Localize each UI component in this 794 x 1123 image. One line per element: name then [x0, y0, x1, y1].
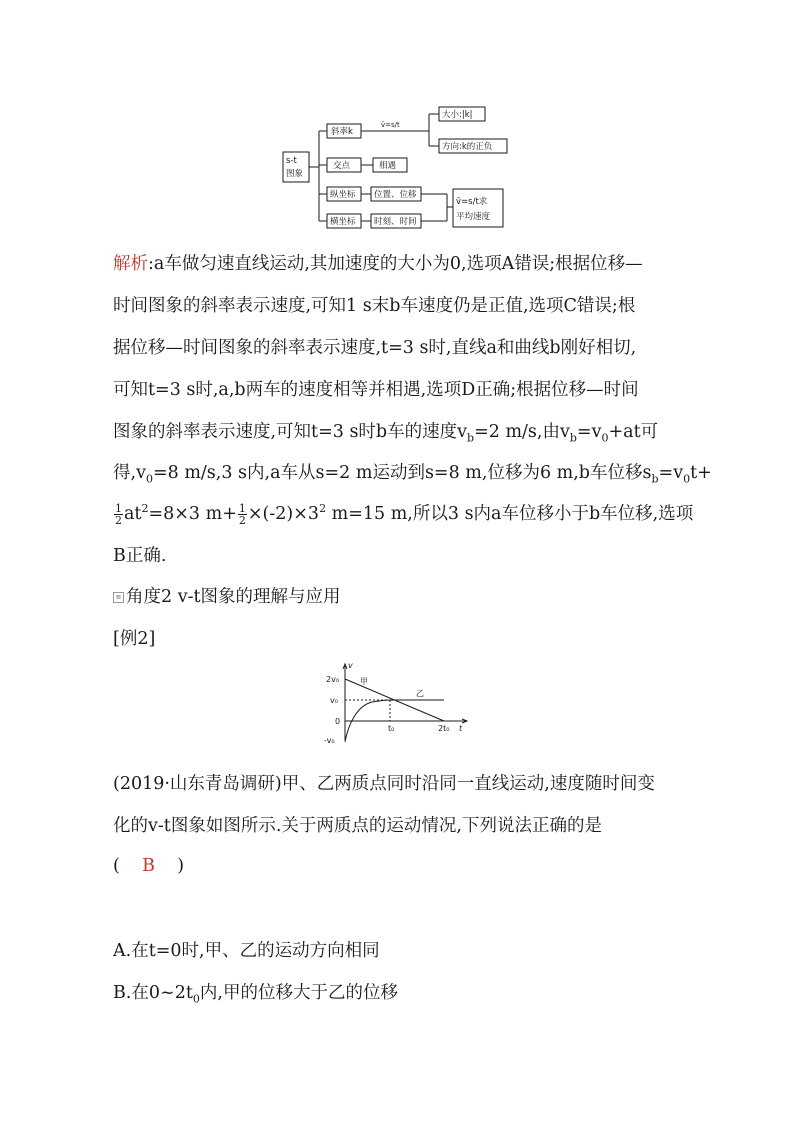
analysis-line-3: 据位移—时间图象的斜率表示速度,t=3 s时,直线a和曲线b刚好相切,	[113, 338, 637, 358]
analysis-line-5: 图象的斜率表示速度,可知t=3 s时b车的速度$v_b=2$ m/s,由$v_b=v_0+at$可	[113, 422, 659, 445]
analysis-line-4: 可知t=3 s时,a,b两车的速度相等并相遇,选项D正确;根据位移—时间	[113, 380, 639, 400]
moment-label: 时刻、时间	[374, 217, 417, 227]
question-line-1: (2019·山东青岛调研)甲、乙两质点同时沿同一直线运动,速度随时间变	[113, 774, 655, 794]
option-b: B.在$0\sim 2t_0$内,甲的位移大于乙的位移	[113, 983, 398, 1006]
direction-label: 方向:k的正负	[442, 142, 493, 152]
meet-label: 相遇	[379, 161, 397, 171]
analysis-line-6: 得$,v_0=8$ m/s,3 s内,a车从s=2 m运动到s=8 m,位移为6 m,b车位移$s_b=v_0t+$	[113, 463, 712, 486]
analysis-line-8: B正确.	[113, 546, 167, 566]
svg-text:t₀: t₀	[388, 724, 395, 733]
svg-text:v: v	[348, 661, 353, 670]
root-label-2: 图象	[286, 169, 304, 179]
analysis-line-7: $\frac{1}{2}$ $at^2=8\times 3$ m+ $\frac{1}{2}$ $\times(-2)\times 3^2$ m=15 m,所以3 s内a车位移小于b车位移,选项	[115, 501, 694, 527]
slope-label: 斜率k	[331, 127, 353, 137]
svg-text:0: 0	[335, 717, 341, 726]
slope-formula: v̄=s/t	[381, 121, 400, 129]
concept-diagram	[275, 100, 515, 238]
question-line-2: 化的v-t图象如图所示.关于两质点的运动情况,下列说法正确的是	[113, 816, 602, 836]
avg-speed-label-2: 平均速度	[456, 212, 491, 222]
intersection-label: 交点	[333, 161, 351, 171]
position-label: 位置、位移	[374, 190, 417, 200]
vt-graph	[322, 660, 472, 744]
magnitude-label: 大小:|k|	[442, 110, 473, 120]
svg-text:乙: 乙	[416, 689, 424, 698]
svg-text:-v₀: -v₀	[324, 736, 335, 744]
abscissa-label: 横坐标	[330, 217, 356, 227]
svg-text:甲: 甲	[360, 677, 368, 686]
answer-line: ( B )	[113, 856, 185, 876]
fraction-half-2: $\frac{1}{2}$	[238, 501, 246, 527]
svg-text:t: t	[459, 724, 463, 733]
option-a: A.在t=0时,甲、乙的运动方向相同	[113, 941, 380, 961]
analysis-label: 解析	[113, 254, 148, 274]
analysis-line-2: 时间图象的斜率表示速度,可知1 s末b车速度仍是正值,选项C错误;根	[113, 296, 636, 316]
root-label-1: s-t	[286, 156, 297, 166]
section-heading: ≡ 角度2 v-t图象的理解与应用	[113, 586, 341, 608]
section-bullet-icon: ≡	[113, 592, 124, 603]
answer-choice: B	[142, 856, 155, 876]
avg-speed-label-1: v̄=s/t求	[456, 197, 488, 207]
fraction-half: $\frac{1}{2}$	[115, 501, 122, 527]
svg-text:2v₀: 2v₀	[326, 675, 340, 684]
ordinate-label: 纵坐标	[330, 190, 356, 200]
example-label: [例2]	[113, 629, 156, 649]
svg-text:v₀: v₀	[330, 696, 338, 705]
svg-text:2t₀: 2t₀	[438, 724, 450, 733]
analysis-line-1: 解析:a车做匀速直线运动,其加速度的大小为0,选项A错误;根据位移—	[113, 254, 643, 274]
